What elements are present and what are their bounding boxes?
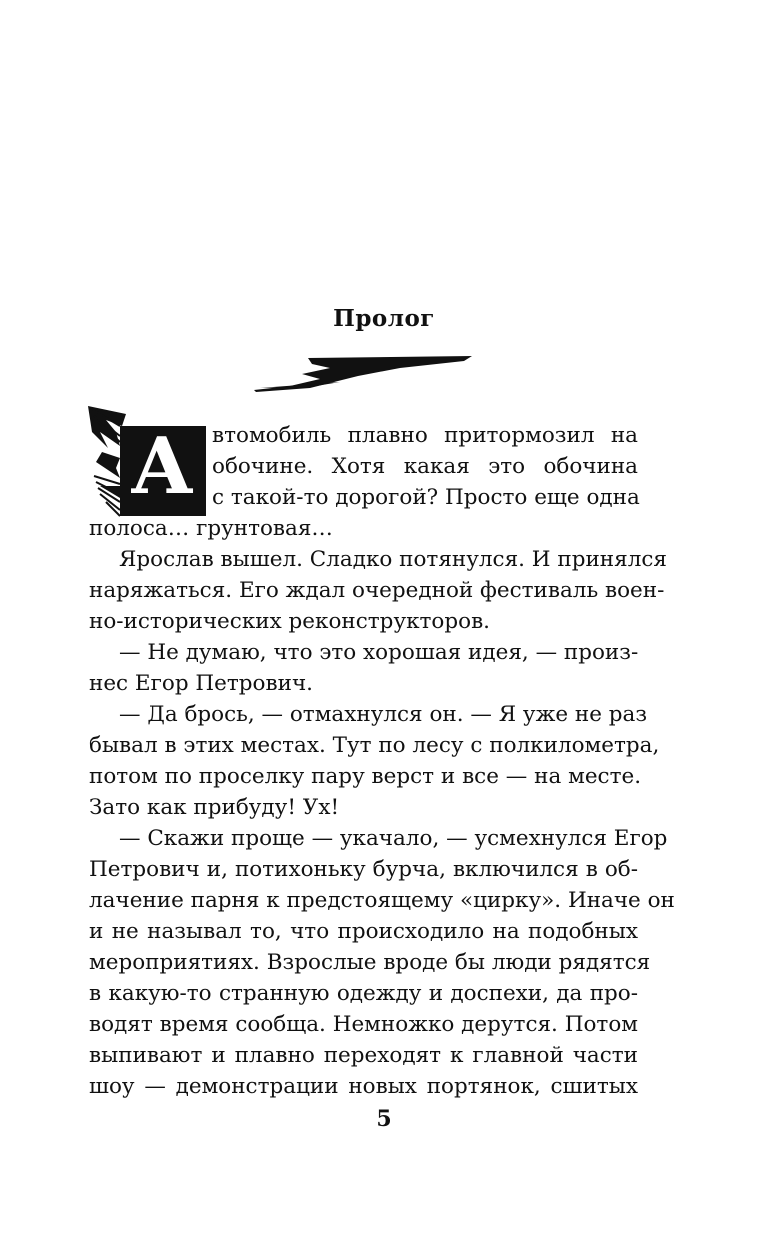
text-line: Зато как прибуду! Ух! — [89, 795, 340, 820]
text-line: мероприятиях. Взрослые вроде бы люди рядятся — [89, 950, 651, 975]
text-line: наряжаться. Его ждал очередной фестиваль воен- — [89, 578, 665, 603]
brush-stroke-ornament — [250, 352, 480, 394]
text-line: Ярослав вышел. Сладко потянулся. И принялся — [119, 547, 667, 572]
lead-paragraph — [212, 420, 638, 513]
text-line: водят время сообща. Немножко дерутся. Потом — [89, 1012, 638, 1037]
text-line: потом по проселку пару верст и все — на месте. — [89, 764, 642, 789]
text-line: Петрович и, потихоньку бурча, включился в об- — [89, 857, 638, 882]
body-text — [89, 513, 675, 1102]
drop-cap-letter: А — [130, 421, 194, 512]
text-line: лачение парня к предстоящему «цирку». Иначе он — [89, 888, 675, 913]
text-line: — Скажи проще — укачало, — усмехнулся Егор — [119, 826, 668, 851]
text-line: полоса… грунтовая… — [89, 516, 333, 541]
text-line: но-исторических реконструкторов. — [89, 609, 491, 634]
text-line: выпивают и плавно переходят к главной части — [89, 1043, 638, 1068]
text-line: — Да брось, — отмахнулся он. — Я уже не раз — [119, 702, 648, 727]
text-line: с такой-то дорогой? Просто еще одна — [212, 485, 640, 510]
text-line: нес Егор Петрович. — [89, 671, 313, 696]
page-number: 5 — [376, 1106, 392, 1132]
text-line: втомобиль плавно притормозил на — [212, 423, 638, 448]
chapter-title: Пролог — [333, 305, 435, 332]
text-line: в какую-то странную одежду и доспехи, да про- — [89, 981, 638, 1006]
text-line: — Не думаю, что это хорошая идея, — произ- — [119, 640, 639, 665]
text-line: бывал в этих местах. Тут по лесу с полкилометра, — [89, 733, 660, 758]
text-line: обочине. Хотя какая это обочина — [212, 454, 638, 479]
text-line: шоу — демонстрации новых портянок, сшитых — [89, 1074, 638, 1099]
text-line: и не называл то, что происходило на подобных — [89, 919, 638, 944]
